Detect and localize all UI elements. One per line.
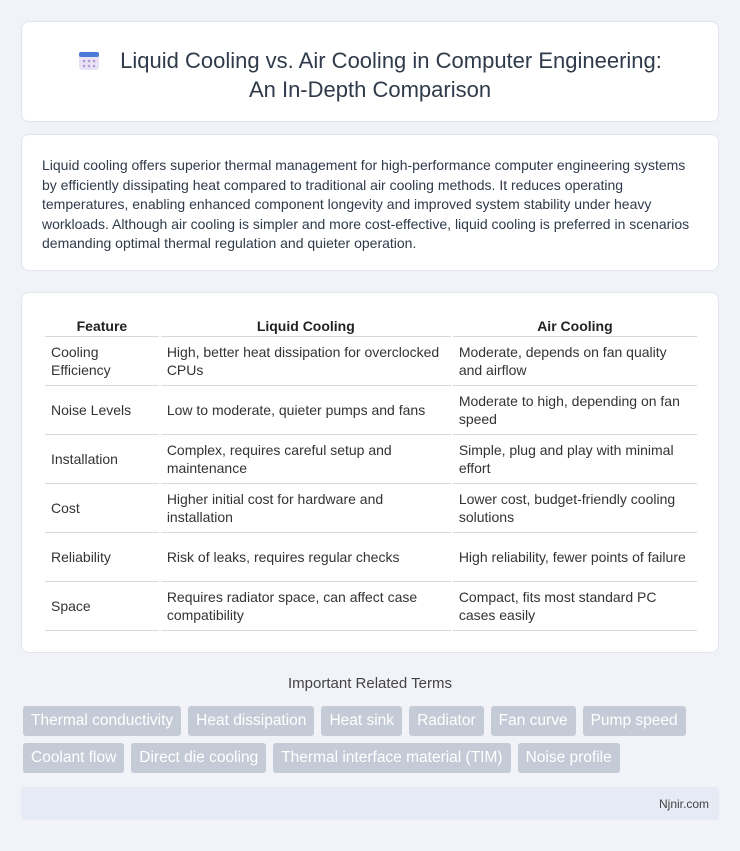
comparison-table [43,316,699,631]
liquid-cell: Higher initial cost for hardware and installation [161,484,451,533]
liquid-cell: Requires radiator space, can affect case compatibility [161,582,451,631]
table-header-row [45,316,697,337]
intro-card [21,134,719,271]
comparison-card [21,292,719,653]
term-tag-heat-dissipation[interactable]: Heat dissipation [188,706,314,736]
page-title [22,46,718,104]
air-cell: Lower cost, budget-friendly cooling solutions [453,484,697,533]
footer-site-link[interactable]: Njnir.com [658,797,709,811]
feature-cell: Reliability [45,533,159,582]
related-terms-title: Important Related Terms [288,675,452,692]
feature-cell: Cost [45,484,159,533]
term-tag-direct-die-cooling[interactable]: Direct die cooling [131,743,266,773]
term-tag-noise-profile[interactable]: Noise profile [518,743,620,773]
term-tag-coolant-flow[interactable]: Coolant flow [23,743,124,773]
calendar-icon [78,49,100,71]
term-tag-pump-speed[interactable]: Pump speed [583,706,686,736]
related-terms-list [23,706,713,780]
air-cell: Moderate to high, depending on fan speed [453,386,697,435]
feature-cell: Cooling Efficiency [45,337,159,386]
table-row [45,435,697,484]
title-card [21,21,719,122]
feature-cell: Space [45,582,159,631]
air-cell: Simple, plug and play with minimal effort [453,435,697,484]
header-air-cooling: Air Cooling [453,316,697,337]
air-cell: Moderate, depends on fan quality and airflow [453,337,697,386]
term-tag-radiator[interactable]: Radiator [409,706,484,736]
title-line-2: An In-Depth Comparison [248,77,492,102]
table-row [45,386,697,435]
table-row [45,582,697,631]
term-tag-thermal-interface-material[interactable]: Thermal interface material (TIM) [273,743,510,773]
footer [21,787,719,820]
header-liquid-cooling: Liquid Cooling [161,316,451,337]
liquid-cell: Complex, requires careful setup and maintenance [161,435,451,484]
air-cell: High reliability, fewer points of failure [453,533,697,582]
term-tag-fan-curve[interactable]: Fan curve [491,706,576,736]
air-cell: Compact, fits most standard PC cases easily [453,582,697,631]
feature-cell: Installation [45,435,159,484]
term-tag-thermal-conductivity[interactable]: Thermal conductivity [23,706,181,736]
liquid-cell: Risk of leaks, requires regular checks [161,533,451,582]
table-row [45,484,697,533]
title-line-1: Liquid Cooling vs. Air Cooling in Computer Engineering: [120,48,662,73]
header-feature: Feature [45,316,159,337]
liquid-cell: Low to moderate, quieter pumps and fans [161,386,451,435]
table-row [45,533,697,582]
liquid-cell: High, better heat dissipation for overclocked CPUs [161,337,451,386]
term-tag-heat-sink[interactable]: Heat sink [321,706,402,736]
table-row [45,337,697,386]
feature-cell: Noise Levels [45,386,159,435]
intro-paragraph: Liquid cooling offers superior thermal management for high-performance computer engineering systems by efficiently dissipating heat compared to traditional air cooling methods. It reduces operating temperatures, enabling enhanced component longevity and improved system stability under heavy workloads. Although air cooling is simpler and more cost-effective, liquid cooling is preferred in scenarios demanding optimal thermal regulation and quieter operation. [42,157,690,252]
